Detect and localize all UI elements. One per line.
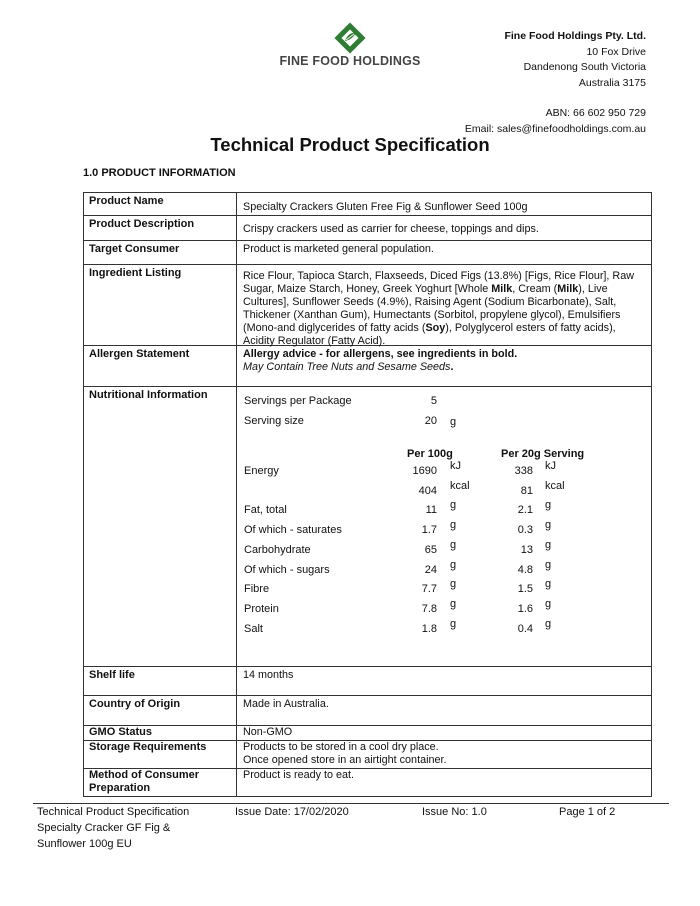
allergen-bold: Milk xyxy=(491,283,513,295)
document-title: Technical Product Specification xyxy=(210,134,490,155)
nutrient-per100: 7.7 xyxy=(421,583,437,595)
nutrient-name: Carbohydrate xyxy=(244,544,311,556)
footer-doc-title: Technical Product Specification xyxy=(37,806,190,818)
storage-requirements xyxy=(237,741,651,768)
nutrient-unit2: g xyxy=(545,598,552,610)
row-value: Non-GMO xyxy=(243,726,293,738)
serving-size-label: Serving size xyxy=(244,415,304,427)
row-label: Storage Requirements xyxy=(84,741,237,768)
footer-doc-product: Sunflower 100g EU xyxy=(37,838,132,850)
address-line: Australia 3175 xyxy=(578,76,646,89)
row-label: Ingredient Listing xyxy=(84,265,237,345)
footer-issue-date: Issue Date: 17/02/2020 xyxy=(235,806,349,818)
nutrient-unit2: g xyxy=(545,618,552,630)
may-contain-end: . xyxy=(450,361,454,373)
nutrient-per20: 13 xyxy=(520,544,533,556)
row-value: Product is marketed general population. xyxy=(243,243,434,255)
footer-doc-info xyxy=(37,804,189,852)
table-row xyxy=(84,667,651,696)
logo-text: FINE FOOD HOLDINGS xyxy=(279,54,421,68)
table-row xyxy=(84,769,651,797)
spec-table xyxy=(83,192,652,797)
nutrient-per20: 4.8 xyxy=(517,564,533,576)
nutrient-per20: 0.3 xyxy=(517,524,533,536)
row-value: 14 months xyxy=(243,669,294,681)
nutrient-name: Protein xyxy=(244,603,279,615)
nutrition-panel xyxy=(237,387,651,666)
nutrient-unit2: g xyxy=(545,578,552,590)
footer-issue-no: Issue No: 1.0 xyxy=(422,806,487,818)
nutrient-per100: 11 xyxy=(425,504,437,516)
nutrient-unit: g xyxy=(450,559,457,571)
row-value: Crispy crackers used as carrier for cheese, toppings and dips. xyxy=(243,223,539,235)
table-row xyxy=(84,346,651,387)
nutrient-per100: 1.7 xyxy=(421,524,437,536)
footer-doc-product: Specialty Cracker GF Fig & xyxy=(37,822,171,834)
company-logo-icon xyxy=(334,22,366,54)
nutrient-unit2: g xyxy=(545,519,552,531)
row-value: Specialty Crackers Gluten Free Fig & Sunflower Seed 100g xyxy=(243,201,528,213)
nutrient-unit: g xyxy=(450,519,457,531)
row-value: Made in Australia. xyxy=(243,698,329,710)
servings-value: 5 xyxy=(430,395,437,407)
serving-size-unit: g xyxy=(450,416,457,428)
row-label: Target Consumer xyxy=(84,241,237,264)
table-row xyxy=(84,387,651,667)
nutrient-per100: 65 xyxy=(424,544,437,556)
nutrient-name: Of which - sugars xyxy=(244,564,330,576)
energy-kj-unit2: kJ xyxy=(545,460,556,472)
allergen-bold: Soy xyxy=(425,322,446,334)
ingredient-text: Rice Flour, Tapioca Starch, Flaxseeds, Diced Figs (13.8%) [Figs, Rice Flour], Raw Sugar, Maize Starch, Honey, Greek Yoghurt [Whole xyxy=(243,270,635,295)
allergen-statement xyxy=(237,346,651,386)
ingredient-text: ), Polyglycerol esters of fatty acids), Acidity Regulator (Fatty Acid). xyxy=(243,322,616,347)
energy-kj-unit: kJ xyxy=(450,460,461,472)
energy-kj-100: 1690 xyxy=(412,465,437,477)
nutrient-per20: 1.6 xyxy=(517,603,533,615)
nutrition-grid xyxy=(237,387,651,666)
nutrient-per100: 7.8 xyxy=(421,603,437,615)
table-row xyxy=(84,741,651,769)
table-row xyxy=(84,696,651,726)
row-label: Product Name xyxy=(84,193,237,215)
nutrient-unit2: g xyxy=(545,539,552,551)
energy-kcal-100: 404 xyxy=(418,485,437,497)
row-label: Method of Consumer Preparation xyxy=(84,769,237,796)
ingredient-text: , Cream ( xyxy=(512,283,558,295)
nutrient-name: Salt xyxy=(244,623,263,635)
row-label: Nutritional Information xyxy=(84,387,237,666)
energy-kcal-unit: kcal xyxy=(450,480,470,492)
section-heading: 1.0 PRODUCT INFORMATION xyxy=(83,167,236,179)
abn: ABN: 66 602 950 729 xyxy=(545,107,646,119)
allergy-advice: Allergy advice - for allergens, see ingredients in bold. xyxy=(243,348,518,360)
storage-line: Once opened store in an airtight container. xyxy=(243,754,447,766)
address-line: Dandenong South Victoria xyxy=(523,61,646,73)
nutrient-name: Fibre xyxy=(244,583,270,595)
nutrient-unit: g xyxy=(450,598,457,610)
nutrient-unit: g xyxy=(450,578,457,590)
energy-kcal-unit2: kcal xyxy=(545,480,565,492)
nutrient-per100: 24 xyxy=(424,564,437,576)
nutrient-name: Fat, total xyxy=(244,504,287,516)
nutrient-per20: 1.5 xyxy=(517,583,533,595)
allergen-bold: Milk xyxy=(557,283,579,295)
table-row xyxy=(84,216,651,241)
nutrient-name: Of which - saturates xyxy=(244,524,342,536)
company-info xyxy=(465,29,646,137)
energy-kcal-20: 81 xyxy=(520,485,533,497)
nutrient-per100: 1.8 xyxy=(421,623,437,635)
nutrient-per20: 2.1 xyxy=(517,504,533,516)
col-header-per20: Per 20g Serving xyxy=(501,448,585,460)
ingredient-list xyxy=(237,265,651,345)
may-contain: May Contain Tree Nuts and Sesame Seeds xyxy=(243,361,451,373)
nutrient-unit: g xyxy=(450,618,457,630)
row-label: GMO Status xyxy=(84,726,237,740)
energy-kj-20: 338 xyxy=(514,465,533,477)
nutrient-unit2: g xyxy=(545,499,552,511)
nutrient-unit: g xyxy=(450,539,457,551)
address-line: 10 Fox Drive xyxy=(586,45,646,58)
row-label: Product Description xyxy=(84,216,237,240)
nutrient-unit2: g xyxy=(545,559,552,571)
row-label: Shelf life xyxy=(84,667,237,695)
row-label: Country of Origin xyxy=(84,696,237,725)
footer-page-number: Page 1 of 2 xyxy=(559,806,616,818)
servings-label: Servings per Package xyxy=(244,395,352,407)
row-label: Allergen Statement xyxy=(84,346,237,386)
col-header-per100: Per 100g xyxy=(407,448,453,460)
energy-label: Energy xyxy=(244,465,279,477)
row-value: Product is ready to eat. xyxy=(243,769,355,781)
company-name: Fine Food Holdings Pty. Ltd. xyxy=(504,30,646,42)
storage-line: Products to be stored in a cool dry place. xyxy=(243,741,439,753)
table-row xyxy=(84,265,651,346)
serving-size-value: 20 xyxy=(424,415,437,427)
nutrient-unit: g xyxy=(450,499,457,511)
table-row xyxy=(84,726,651,741)
table-row xyxy=(84,241,651,265)
nutrient-per20: 0.4 xyxy=(517,623,533,635)
table-row xyxy=(84,193,651,216)
ingredient-text: ), Live Cultures], Sunflower Seeds (4.9%), Raising Agent (Sodium Bicarbonate), Salt, Thickener (Xanthan Gum), Humectants (Sorbitol, propylene glycol), Emulsifiers (Mono-and diglycerides of fatty acids ( xyxy=(243,283,621,334)
email: Email: sales@finefoodholdings.com.au xyxy=(464,122,646,135)
